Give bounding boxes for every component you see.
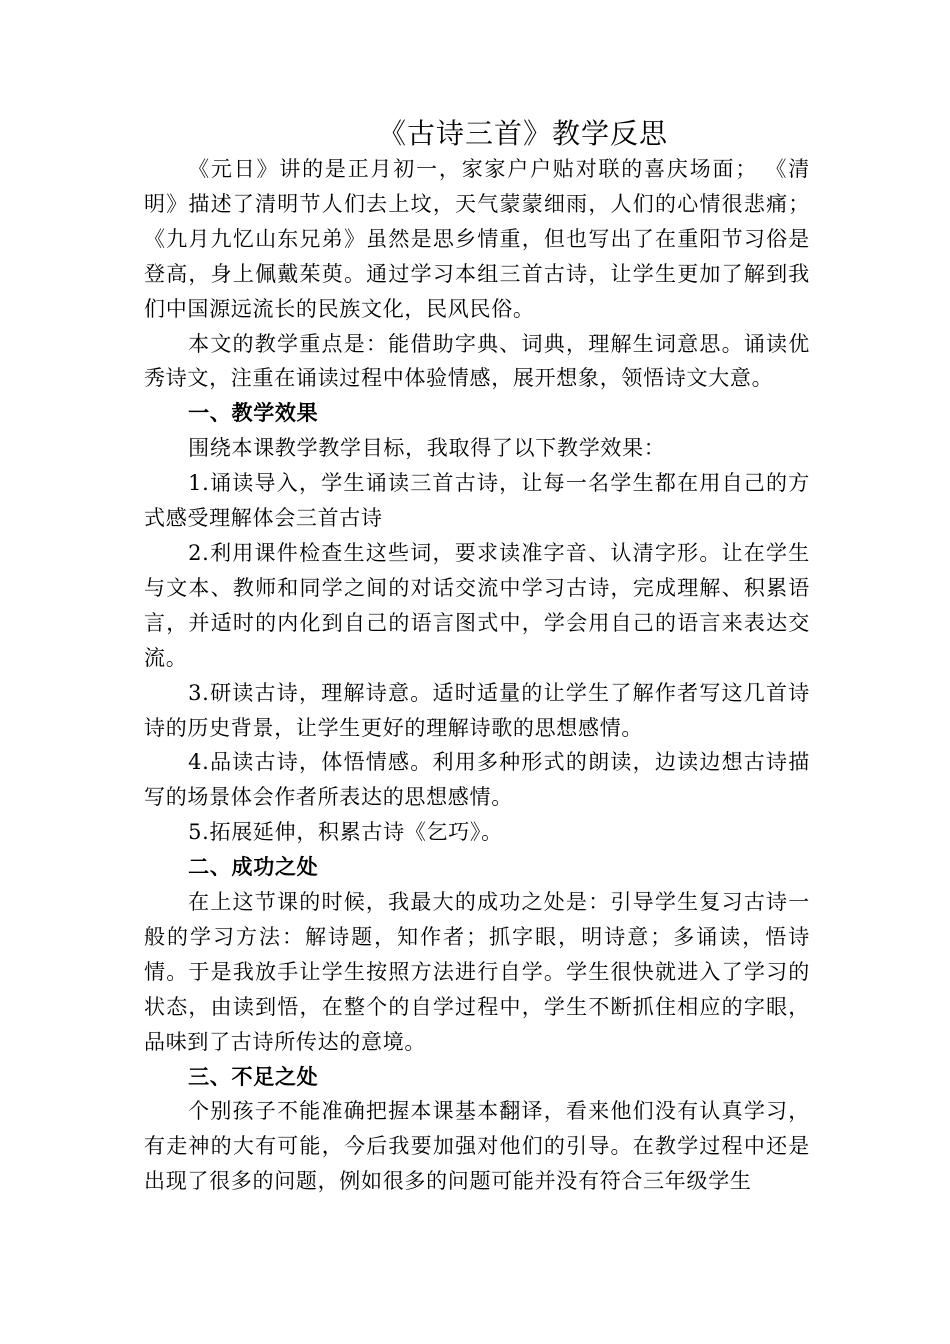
section-heading-success: 二、成功之处 xyxy=(188,855,319,880)
effect-item: 5.拓展延伸，积累古诗《乞巧》。 xyxy=(188,820,503,845)
shortcomings-paragraph: 个别孩子不能准确把握本课基本翻译，看来他们没有认真学习，有走神的大有可能，今后我要加强对他们的引导。在教学过程中还是出现了很多的问题，例如很多的问题可能并没有符合三年级学生 xyxy=(144,1099,810,1194)
section-heading-shortcomings: 三、不足之处 xyxy=(188,1064,319,1089)
success-paragraph: 在上这节课的时候，我最大的成功之处是：引导学生复习古诗一般的学习方法：解诗题，知作者；抓字眼，明诗意；多诵读，悟诗情。于是我放手让学生按照方法进行自学。学生很快就进入了学习的状态，由读到悟，在整个的自学过程中，学生不断抓住相应的字眼，品味到了古诗所传达的意境。 xyxy=(144,890,810,1054)
document-body xyxy=(144,152,810,1199)
section-lead: 围绕本课教学教学目标，我取得了以下教学效果： xyxy=(188,436,666,461)
effect-item: 1.诵读导入，学生诵读三首古诗，让每一名学生都在用自己的方式感受理解体会三首古诗 xyxy=(144,471,810,531)
document-title: 《古诗三首》教学反思 xyxy=(377,117,668,150)
section-heading-teaching-effect: 一、教学效果 xyxy=(188,401,319,426)
intro-paragraph: 《元日》讲的是正月初一，家家户户贴对联的喜庆场面； 《清明》描述了清明节人们去上坟，天气蒙蒙细雨，人们的心情很悲痛；《九月九忆山东兄弟》虽然是思乡情重，但也写出了在重阳节习俗是登高，身上佩戴茱萸。通过学习本组三首古诗，让学生更加了解到我们中国源远流长的民族文化，民风民俗。 xyxy=(144,157,810,321)
effect-item: 4.品读古诗，体悟情感。利用多种形式的朗读，边读边想古诗描写的场景体会作者所表达的思想感情。 xyxy=(144,750,810,810)
effect-item: 2.利用课件检查生这些词，要求读准字音、认清字形。让在学生与文本、教师和同学之间的对话交流中学习古诗，完成理解、积累语言，并适时的内化到自己的语言图式中，学会用自己的语言来表达交流。 xyxy=(144,540,810,670)
intro-paragraph: 本文的教学重点是：能借助字典、词典，理解生词意思。诵读优秀诗文，注重在诵读过程中体验情感，展开想象，领悟诗文大意。 xyxy=(144,331,810,391)
effect-item: 3.研读古诗，理解诗意。适时适量的让学生了解作者写这几首诗诗的历史背景，让学生更好的理解诗歌的思想感情。 xyxy=(144,680,810,740)
